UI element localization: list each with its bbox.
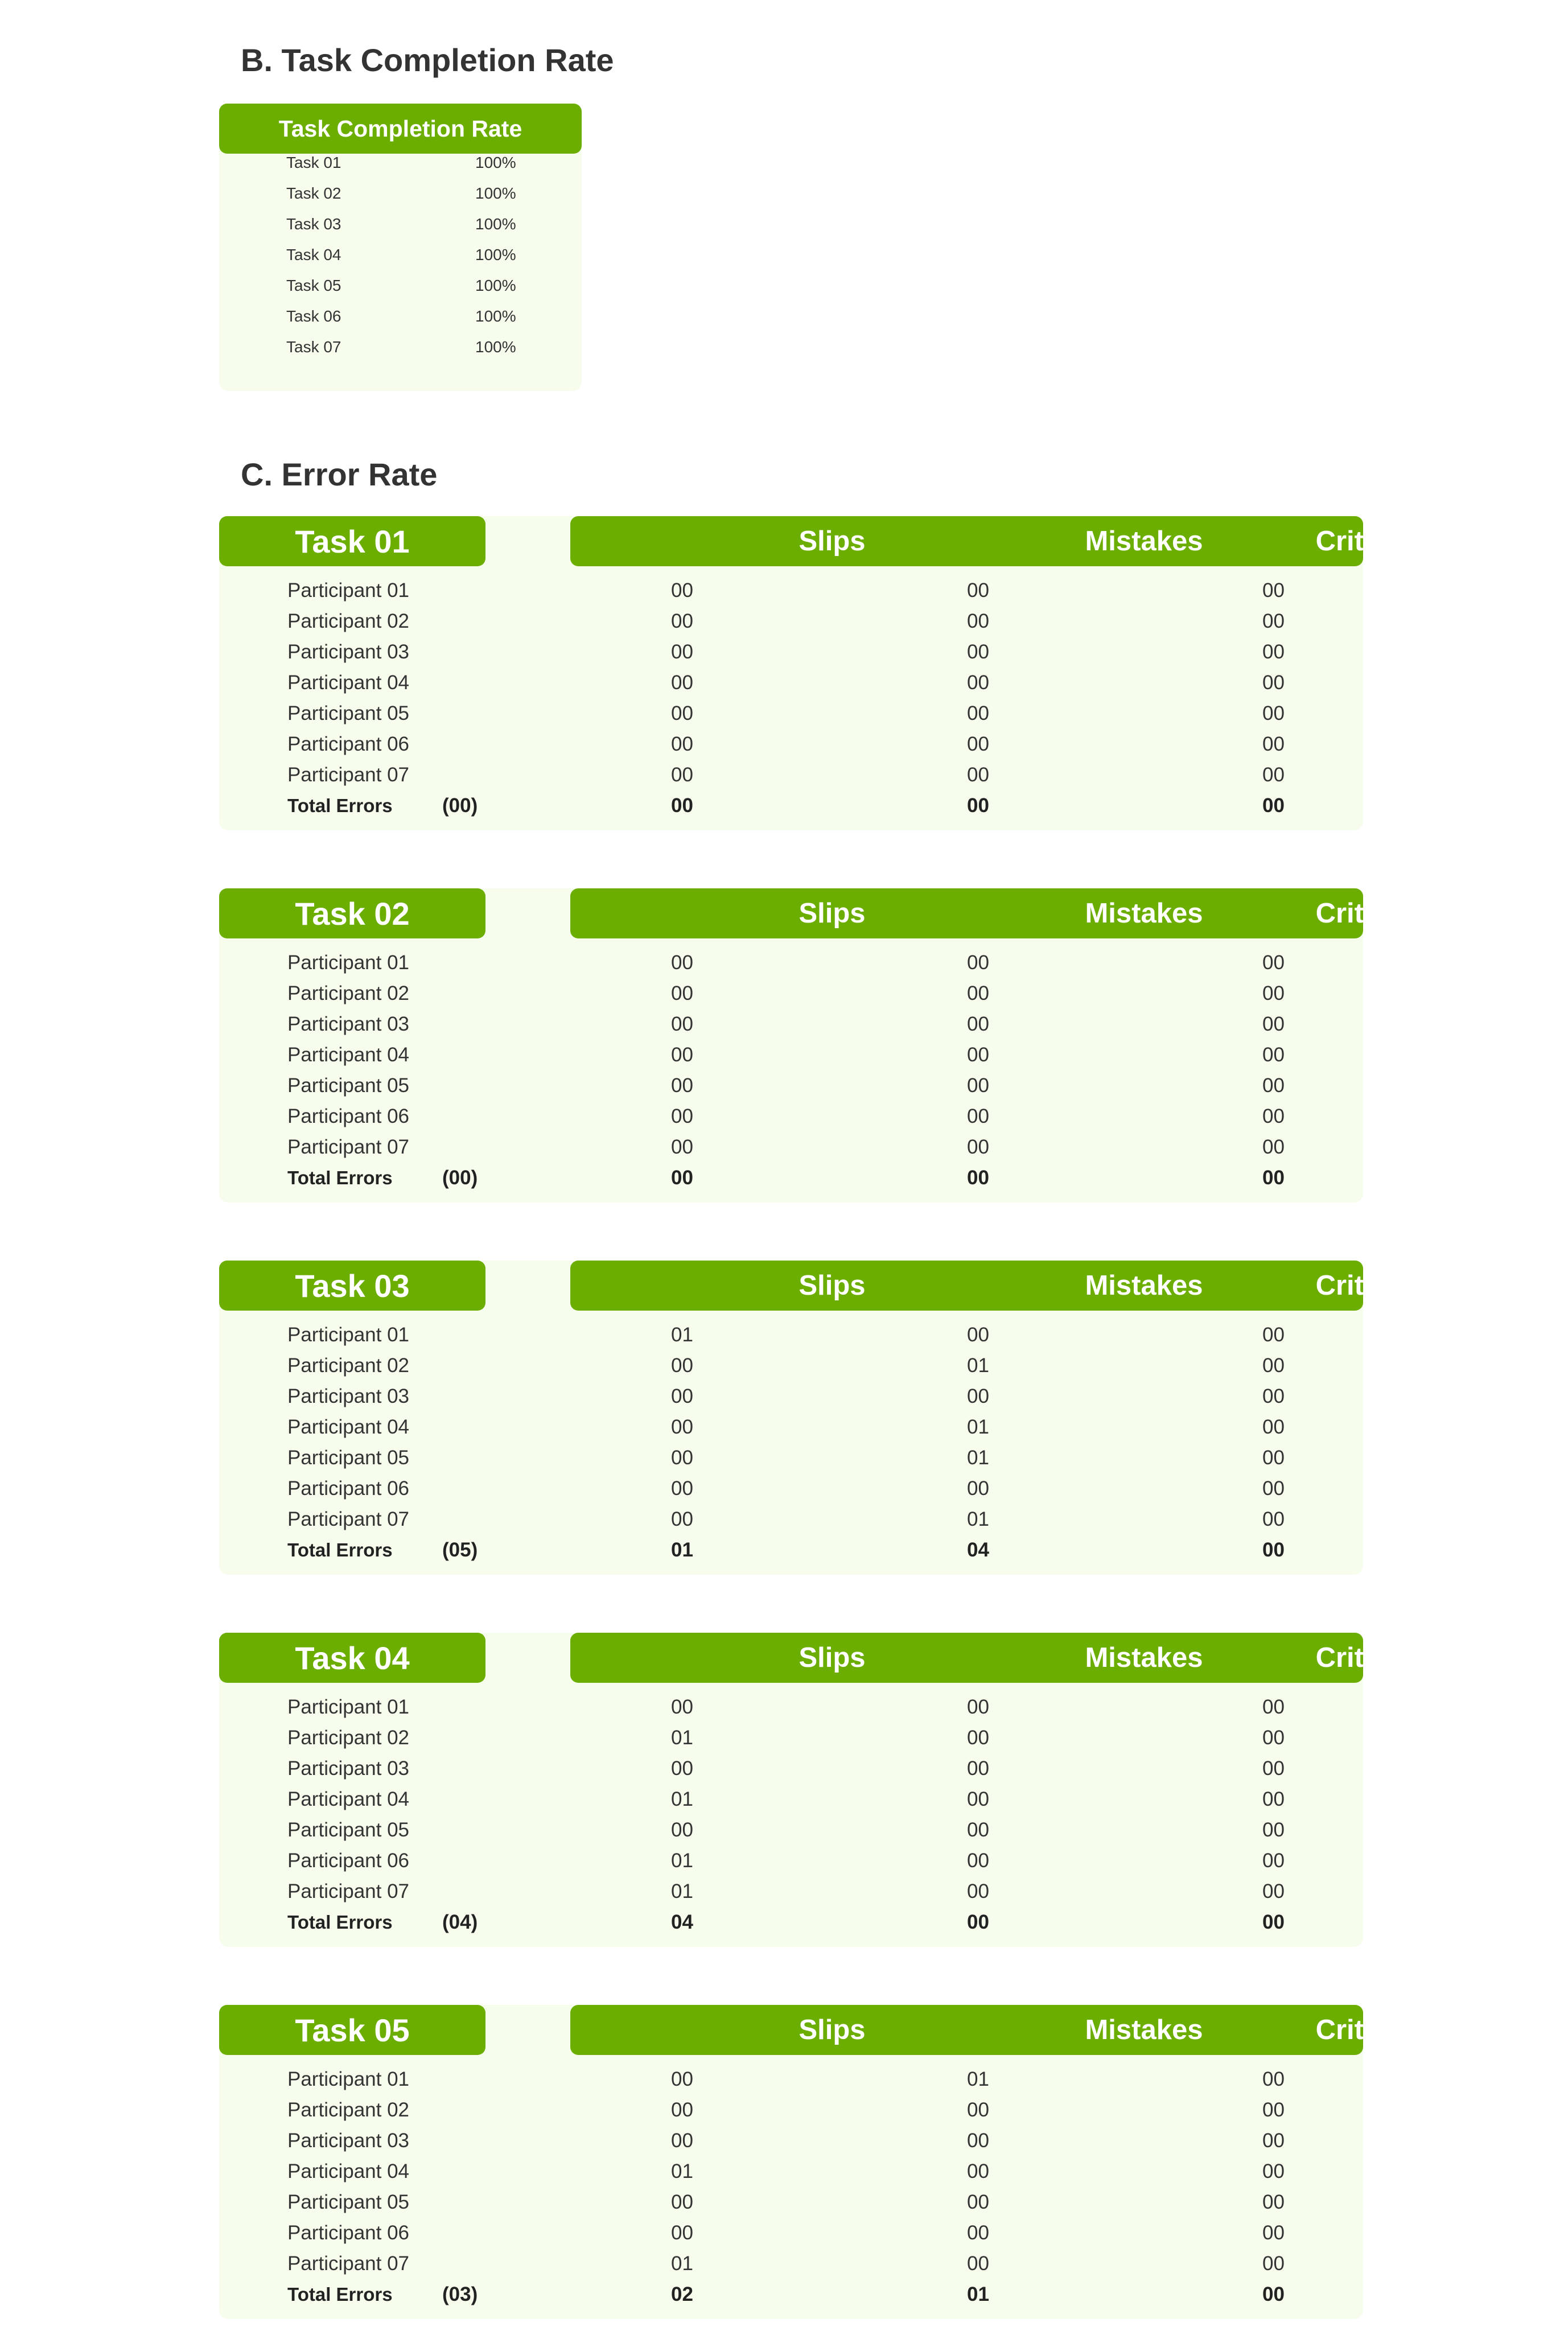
critical-errors-value: 00 — [1262, 2099, 1285, 2121]
slips-value: 00 — [671, 1696, 693, 1718]
participant-row — [219, 978, 1363, 1009]
slips-value: 00 — [671, 1416, 693, 1438]
slips-value: 01 — [671, 1850, 693, 1872]
total-errors-label: Total Errors — [287, 1539, 393, 1560]
participant-label: Participant 01 — [287, 2068, 410, 2090]
participant-label: Participant 05 — [287, 702, 410, 724]
critical-errors-value: 00 — [1262, 2252, 1285, 2275]
participant-row — [219, 668, 1363, 698]
participant-row — [219, 1040, 1363, 1070]
critical-errors-value: 00 — [1262, 610, 1285, 632]
slips-column-header: Slips — [799, 1642, 866, 1673]
critical-errors-value: 00 — [1262, 1757, 1285, 1780]
completion-task-label: Task 05 — [286, 277, 341, 294]
completion-rate-value: 100% — [475, 277, 516, 294]
total-slips-value: 04 — [671, 1911, 693, 1933]
critical-errors-value: 00 — [1262, 982, 1285, 1004]
critical-errors-column-header: Critical Errors — [1315, 526, 1502, 557]
slips-value: 00 — [671, 2191, 693, 2213]
slips-value: 00 — [671, 1385, 693, 1407]
participant-row — [219, 1504, 1363, 1535]
mistakes-value: 00 — [967, 1074, 989, 1097]
participant-row — [219, 948, 1363, 978]
error-columns-header — [570, 1261, 1502, 1311]
critical-errors-value: 00 — [1262, 1044, 1285, 1066]
task-title-pill: Task 01 — [219, 516, 485, 566]
error-columns-header — [570, 888, 1502, 938]
task-title-pill: Task 04 — [219, 1633, 485, 1683]
total-errors-label: Total Errors — [287, 1912, 393, 1933]
slips-value: 00 — [671, 1447, 693, 1469]
participant-label: Participant 02 — [287, 982, 410, 1004]
error-task-block — [219, 2005, 1502, 2319]
total-slips-value: 00 — [671, 1167, 693, 1189]
participant-label: Participant 02 — [287, 2099, 410, 2121]
participant-label: Participant 03 — [287, 641, 410, 663]
mistakes-column-header: Mistakes — [1085, 898, 1203, 929]
critical-errors-value: 00 — [1262, 1013, 1285, 1035]
task-title-pill: Task 05 — [219, 2005, 485, 2055]
participant-row — [219, 1692, 1363, 1723]
total-critical-errors-value: 00 — [1262, 794, 1285, 817]
total-mistakes-value: 00 — [967, 794, 989, 817]
mistakes-value: 00 — [967, 1044, 989, 1066]
completion-rate-value: 100% — [475, 338, 516, 356]
participant-row — [219, 1132, 1363, 1163]
participant-row — [219, 1070, 1363, 1101]
participant-label: Participant 01 — [287, 952, 410, 974]
participant-row — [219, 1443, 1363, 1473]
total-critical-errors-value: 00 — [1262, 1167, 1285, 1189]
participant-row — [219, 2064, 1363, 2095]
critical-errors-value: 00 — [1262, 2191, 1285, 2213]
mistakes-value: 00 — [967, 2099, 989, 2121]
participant-label: Participant 07 — [287, 1136, 410, 1158]
critical-errors-value: 00 — [1262, 2222, 1285, 2244]
critical-errors-value: 00 — [1262, 579, 1285, 602]
task-completion-header: Task Completion Rate — [219, 104, 582, 154]
error-task-block — [219, 1261, 1502, 1575]
completion-row — [219, 178, 582, 209]
mistakes-value: 00 — [967, 952, 989, 974]
total-errors-row — [219, 1535, 1363, 1566]
critical-errors-value: 00 — [1262, 1354, 1285, 1377]
slips-column-header: Slips — [799, 898, 866, 929]
slips-value: 00 — [671, 702, 693, 724]
mistakes-value: 00 — [967, 1696, 989, 1718]
total-errors-sum: (00) — [442, 794, 478, 817]
critical-errors-column-header: Critical Errors — [1315, 1642, 1502, 1673]
mistakes-value: 00 — [967, 2191, 989, 2213]
participant-row — [219, 1815, 1363, 1846]
participant-row — [219, 2156, 1363, 2187]
mistakes-column-header: Mistakes — [1085, 1642, 1203, 1673]
slips-value: 00 — [671, 764, 693, 786]
critical-errors-value: 00 — [1262, 733, 1285, 755]
error-task-block — [219, 516, 1502, 830]
slips-value: 01 — [671, 2160, 693, 2182]
participant-label: Participant 04 — [287, 672, 410, 694]
task-title-pill: Task 02 — [219, 888, 485, 938]
critical-errors-value: 00 — [1262, 702, 1285, 724]
total-slips-value: 02 — [671, 2283, 693, 2305]
slips-value: 00 — [671, 672, 693, 694]
participant-label: Participant 04 — [287, 2160, 410, 2182]
slips-value: 00 — [671, 2130, 693, 2152]
total-critical-errors-value: 00 — [1262, 2283, 1285, 2305]
participant-row — [219, 1381, 1363, 1412]
slips-value: 00 — [671, 1136, 693, 1158]
mistakes-value: 00 — [967, 1757, 989, 1780]
participant-row — [219, 729, 1363, 760]
slips-value: 01 — [671, 1727, 693, 1749]
critical-errors-column-header: Critical Errors — [1315, 898, 1502, 929]
participant-label: Participant 03 — [287, 1013, 410, 1035]
total-slips-value: 00 — [671, 794, 693, 817]
total-errors-sum: (03) — [442, 2283, 478, 2305]
mistakes-value: 00 — [967, 733, 989, 755]
slips-value: 00 — [671, 1013, 693, 1035]
mistakes-value: 01 — [967, 1416, 989, 1438]
participant-label: Participant 06 — [287, 1477, 410, 1500]
participant-label: Participant 02 — [287, 1727, 410, 1749]
participant-row — [219, 1723, 1363, 1753]
mistakes-value: 00 — [967, 1477, 989, 1500]
critical-errors-value: 00 — [1262, 1385, 1285, 1407]
participant-label: Participant 05 — [287, 1074, 410, 1097]
completion-task-label: Task 03 — [286, 215, 341, 233]
critical-errors-value: 00 — [1262, 1447, 1285, 1469]
completion-task-label: Task 06 — [286, 307, 341, 325]
participant-label: Participant 07 — [287, 764, 410, 786]
completion-rate-value: 100% — [475, 215, 516, 233]
completion-task-label: Task 01 — [286, 154, 341, 171]
slips-value: 00 — [671, 2099, 693, 2121]
participant-label: Participant 04 — [287, 1416, 410, 1438]
critical-errors-value: 00 — [1262, 1136, 1285, 1158]
mistakes-column-header: Mistakes — [1085, 526, 1203, 557]
participant-row — [219, 2187, 1363, 2218]
total-errors-sum: (04) — [442, 1911, 478, 1933]
critical-errors-value: 00 — [1262, 1416, 1285, 1438]
participant-row — [219, 2248, 1363, 2279]
critical-errors-value: 00 — [1262, 1105, 1285, 1127]
mistakes-value: 01 — [967, 2068, 989, 2090]
completion-task-label: Task 02 — [286, 184, 341, 202]
completion-row — [219, 147, 582, 178]
participant-row — [219, 575, 1363, 606]
mistakes-value: 00 — [967, 702, 989, 724]
slips-column-header: Slips — [799, 526, 866, 557]
slips-value: 00 — [671, 579, 693, 602]
slips-value: 00 — [671, 1105, 693, 1127]
total-errors-row — [219, 2279, 1363, 2310]
total-mistakes-value: 01 — [967, 2283, 989, 2305]
task-title-pill: Task 03 — [219, 1261, 485, 1311]
total-critical-errors-value: 00 — [1262, 1911, 1285, 1933]
mistakes-column-header: Mistakes — [1085, 1270, 1203, 1301]
completion-row — [219, 332, 582, 363]
participant-row — [219, 698, 1363, 729]
completion-rate-value: 100% — [475, 184, 516, 202]
mistakes-value: 00 — [967, 2130, 989, 2152]
participant-label: Participant 02 — [287, 610, 410, 632]
critical-errors-value: 00 — [1262, 1696, 1285, 1718]
slips-column-header: Slips — [799, 1270, 866, 1301]
mistakes-column-header: Mistakes — [1085, 2015, 1203, 2045]
completion-rate-value: 100% — [475, 307, 516, 325]
critical-errors-value: 00 — [1262, 952, 1285, 974]
participant-row — [219, 606, 1363, 637]
total-errors-label: Total Errors — [287, 2284, 393, 2305]
mistakes-value: 00 — [967, 1850, 989, 1872]
task-completion-card — [219, 104, 582, 391]
slips-value: 01 — [671, 1788, 693, 1810]
mistakes-value: 00 — [967, 579, 989, 602]
participant-row — [219, 1876, 1363, 1907]
error-columns-header — [570, 516, 1502, 566]
completion-rate-heading: B. Task Completion Rate — [241, 42, 614, 78]
mistakes-value: 00 — [967, 1727, 989, 1749]
participant-row — [219, 1101, 1363, 1132]
mistakes-value: 01 — [967, 1447, 989, 1469]
participant-label: Participant 07 — [287, 1880, 410, 1902]
participant-row — [219, 1009, 1363, 1040]
completion-row — [219, 270, 582, 301]
total-mistakes-value: 00 — [967, 1911, 989, 1933]
critical-errors-value: 00 — [1262, 672, 1285, 694]
slips-value: 01 — [671, 1880, 693, 1902]
mistakes-value: 00 — [967, 1880, 989, 1902]
error-columns-header — [570, 1633, 1502, 1683]
participant-row — [219, 760, 1363, 790]
participant-label: Participant 01 — [287, 579, 410, 602]
participant-row — [219, 1350, 1363, 1381]
participant-label: Participant 01 — [287, 1324, 410, 1346]
participant-label: Participant 05 — [287, 2191, 410, 2213]
participant-label: Participant 06 — [287, 1850, 410, 1872]
total-errors-row — [219, 1907, 1363, 1938]
critical-errors-value: 00 — [1262, 764, 1285, 786]
mistakes-value: 00 — [967, 2222, 989, 2244]
critical-errors-value: 00 — [1262, 1727, 1285, 1749]
participant-row — [219, 1320, 1363, 1350]
error-columns-header — [570, 2005, 1502, 2055]
completion-task-label: Task 04 — [286, 246, 341, 263]
total-slips-value: 01 — [671, 1539, 693, 1561]
mistakes-value: 00 — [967, 1105, 989, 1127]
participant-row — [219, 1784, 1363, 1815]
critical-errors-value: 00 — [1262, 1880, 1285, 1902]
participant-label: Participant 07 — [287, 2252, 410, 2275]
critical-errors-value: 00 — [1262, 2130, 1285, 2152]
critical-errors-column-header: Critical Errors — [1315, 2015, 1502, 2045]
participant-label: Participant 03 — [287, 1385, 410, 1407]
participant-label: Participant 06 — [287, 1105, 410, 1127]
mistakes-value: 00 — [967, 764, 989, 786]
mistakes-value: 00 — [967, 1788, 989, 1810]
completion-row — [219, 209, 582, 240]
critical-errors-value: 00 — [1262, 2160, 1285, 2182]
mistakes-value: 00 — [967, 1324, 989, 1346]
participant-label: Participant 05 — [287, 1819, 410, 1841]
total-errors-sum: (00) — [442, 1167, 478, 1189]
critical-errors-value: 00 — [1262, 1819, 1285, 1841]
slips-value: 00 — [671, 2068, 693, 2090]
slips-value: 00 — [671, 733, 693, 755]
participant-row — [219, 1473, 1363, 1504]
slips-value: 00 — [671, 1074, 693, 1097]
slips-value: 00 — [671, 982, 693, 1004]
critical-errors-value: 00 — [1262, 1477, 1285, 1500]
total-mistakes-value: 00 — [967, 1167, 989, 1189]
critical-errors-value: 00 — [1262, 1850, 1285, 1872]
slips-value: 00 — [671, 610, 693, 632]
slips-value: 00 — [671, 1508, 693, 1530]
error-rate-heading: C. Error Rate — [241, 456, 438, 492]
critical-errors-value: 00 — [1262, 1324, 1285, 1346]
critical-errors-value: 00 — [1262, 1788, 1285, 1810]
total-errors-row — [219, 1163, 1363, 1193]
slips-value: 00 — [671, 1477, 693, 1500]
participant-row — [219, 2126, 1363, 2156]
mistakes-value: 00 — [967, 1819, 989, 1841]
mistakes-value: 00 — [967, 1013, 989, 1035]
slips-value: 00 — [671, 1354, 693, 1377]
mistakes-value: 00 — [967, 641, 989, 663]
slips-value: 00 — [671, 952, 693, 974]
participant-label: Participant 06 — [287, 2222, 410, 2244]
mistakes-value: 00 — [967, 982, 989, 1004]
slips-value: 00 — [671, 2222, 693, 2244]
participant-label: Participant 04 — [287, 1788, 410, 1810]
participant-label: Participant 07 — [287, 1508, 410, 1530]
total-errors-row — [219, 790, 1363, 821]
slips-value: 00 — [671, 1819, 693, 1841]
participant-label: Participant 03 — [287, 2130, 410, 2152]
slips-value: 00 — [671, 1757, 693, 1780]
critical-errors-column-header: Critical Errors — [1315, 1270, 1502, 1301]
mistakes-value: 00 — [967, 2252, 989, 2275]
participant-label: Participant 04 — [287, 1044, 410, 1066]
error-task-block — [219, 888, 1502, 1202]
participant-row — [219, 1846, 1363, 1876]
slips-value: 00 — [671, 641, 693, 663]
mistakes-value: 00 — [967, 1385, 989, 1407]
slips-column-header: Slips — [799, 2015, 866, 2045]
completion-row — [219, 240, 582, 270]
participant-row — [219, 637, 1363, 668]
mistakes-value: 01 — [967, 1354, 989, 1377]
slips-value: 00 — [671, 1044, 693, 1066]
total-errors-label: Total Errors — [287, 795, 393, 816]
completion-rate-value: 100% — [475, 154, 516, 171]
participant-label: Participant 05 — [287, 1447, 410, 1469]
participant-row — [219, 1412, 1363, 1443]
completion-rate-value: 100% — [475, 246, 516, 263]
critical-errors-value: 00 — [1262, 2068, 1285, 2090]
slips-value: 01 — [671, 2252, 693, 2275]
total-mistakes-value: 04 — [967, 1539, 989, 1561]
participant-row — [219, 2095, 1363, 2126]
total-errors-sum: (05) — [442, 1539, 478, 1561]
total-critical-errors-value: 00 — [1262, 1539, 1285, 1561]
participant-label: Participant 03 — [287, 1757, 410, 1780]
participant-row — [219, 1753, 1363, 1784]
mistakes-value: 00 — [967, 2160, 989, 2182]
participant-label: Participant 06 — [287, 733, 410, 755]
completion-task-label: Task 07 — [286, 338, 341, 356]
mistakes-value: 01 — [967, 1508, 989, 1530]
participant-row — [219, 2218, 1363, 2248]
critical-errors-value: 00 — [1262, 1508, 1285, 1530]
mistakes-value: 00 — [967, 672, 989, 694]
participant-label: Participant 01 — [287, 1696, 410, 1718]
slips-value: 01 — [671, 1324, 693, 1346]
total-errors-label: Total Errors — [287, 1167, 393, 1188]
critical-errors-value: 00 — [1262, 641, 1285, 663]
critical-errors-value: 00 — [1262, 1074, 1285, 1097]
completion-row — [219, 301, 582, 332]
error-task-block — [219, 1633, 1502, 1947]
mistakes-value: 00 — [967, 610, 989, 632]
participant-label: Participant 02 — [287, 1354, 410, 1377]
mistakes-value: 00 — [967, 1136, 989, 1158]
